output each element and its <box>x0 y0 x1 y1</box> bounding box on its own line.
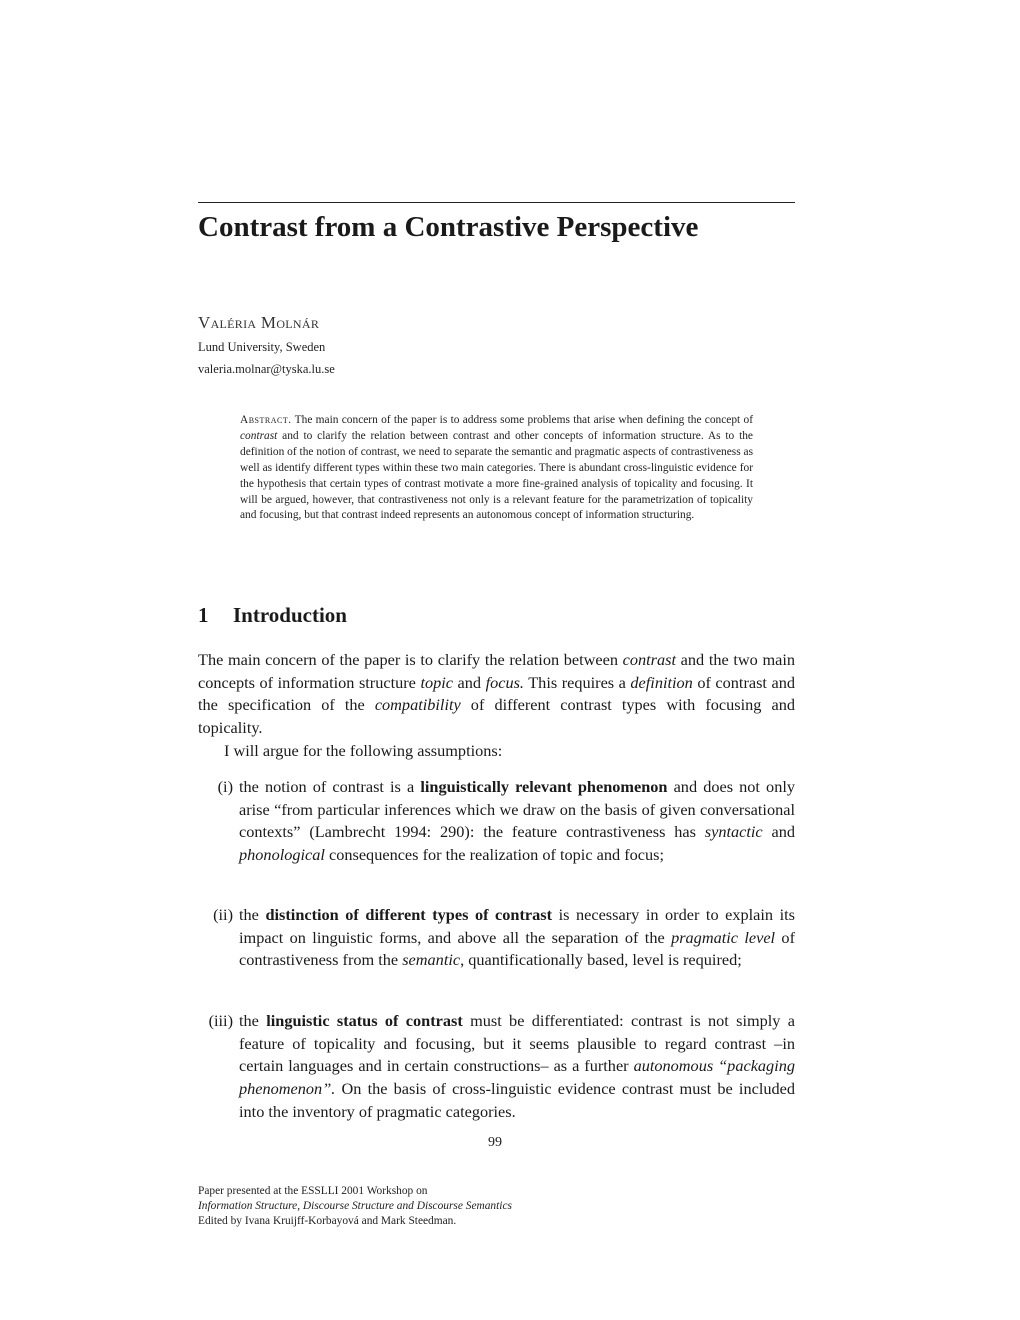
footer-line: Edited by Ivana Kruijff-Korbayová and Mark Steedman. <box>198 1215 457 1227</box>
list-item <box>239 1010 795 1124</box>
item-text: the <box>239 1011 267 1030</box>
list-item-number: (i) <box>217 777 233 796</box>
abstract-emphasis-contrast: contrast <box>240 429 278 442</box>
author-affiliation: Lund University, Sweden <box>198 340 326 354</box>
item-emphasis: pragmatic level <box>671 927 776 947</box>
intro-text: and <box>453 672 486 692</box>
list-item-number: (ii) <box>213 905 233 924</box>
list-item <box>239 776 795 867</box>
item-text: the <box>239 905 266 924</box>
intro-emphasis: topic <box>420 672 453 692</box>
intro-text: The main concern of the paper is to clarify the relation between <box>198 650 623 669</box>
intro-emphasis: compatibility <box>374 695 461 715</box>
item-emphasis: phonological <box>239 845 325 865</box>
intro-text: of different contrast types with focusing and topicality. <box>198 695 795 738</box>
item-emphasis: semantic <box>402 950 461 970</box>
item-text: is necessary in order to explain its impact on linguistic forms, and above all the separation of the <box>239 905 795 947</box>
abstract-label: Abstract. <box>240 414 292 426</box>
item-text: and <box>762 822 796 842</box>
intro-paragraph <box>198 649 795 740</box>
item-text: and does not only arise “from particular inferences which we draw on the basis of given conversational contexts” (Lambrecht 1994: 290): the feature contrastiveness has <box>239 777 796 842</box>
argue-line: I will argue for the following assumptions: <box>224 741 503 760</box>
item-text: , quantificationally based, level is required; <box>460 950 742 970</box>
footer-line: Paper presented at the ESSLLI 2001 Workshop on <box>198 1185 428 1197</box>
section-title: Introduction <box>233 603 347 627</box>
item-text: the notion of contrast is a <box>239 777 421 796</box>
footer-note <box>198 1184 512 1229</box>
intro-emphasis: focus. <box>485 672 524 692</box>
item-text: of contrastiveness from the <box>239 927 795 970</box>
item-text: consequences for the realization of topic and focus; <box>324 845 664 865</box>
item-emphasis: syntactic <box>704 822 763 842</box>
page-number: 99 <box>488 1135 502 1150</box>
intro-emphasis: contrast <box>622 650 677 669</box>
title-rule <box>198 202 795 203</box>
intro-text: and the two main concepts of information structure <box>198 650 795 692</box>
item-emphasis: autonomous “packaging phenomenon”. <box>239 1056 796 1099</box>
item-text: must be differentiated: contrast is not simply a feature of topicality and focusing, but it seems plausible to regard contrast –in certain languages and in certain constructions– as a further <box>239 1011 795 1076</box>
item-bold: linguistic status of contrast <box>266 1011 463 1030</box>
abstract-text-1: The main concern of the paper is to address some problems that arise when defining the concept of <box>291 414 753 426</box>
abstract-text-2: and to clarify the relation between contrast and other concepts of information structure. As to the definition of the notion of contrast, we need to separate the semantic and pragmatic aspects of contrastiveness as well as identify different types within these two main categories. There is abundant cross-linguistic evidence for the hypothesis that certain types of contrast motivate a more fine-grained analysis of topicality and focusing. It will be argued, however, that contrastiveness not only is a relevant feature for the parametrization of topicality and focusing, but that contrast indeed represents an autonomous concept of information structuring. <box>240 429 753 522</box>
author-name: Valéria Molnár <box>198 313 320 332</box>
item-text: On the basis of cross-linguistic evidence contrast must be included into the inventory of pragmatic categories. <box>239 1079 795 1121</box>
author-email: valeria.molnar@tyska.lu.se <box>198 362 335 376</box>
item-bold: distinction of different types of contrast <box>265 905 553 924</box>
intro-text: This requires a <box>524 672 631 692</box>
paper-title: Contrast from a Contrastive Perspective <box>198 211 699 243</box>
section-number: 1 <box>198 603 209 627</box>
footer-line-italic: Information Structure, Discourse Structure and Discourse Semantics <box>198 1200 512 1212</box>
list-item-number: (iii) <box>208 1011 233 1030</box>
item-bold: linguistically relevant phenomenon <box>420 777 668 796</box>
abstract <box>240 413 753 524</box>
list-item <box>239 904 795 972</box>
intro-emphasis: definition <box>630 672 693 692</box>
intro-text: of contrast and the specification of the <box>198 672 795 715</box>
